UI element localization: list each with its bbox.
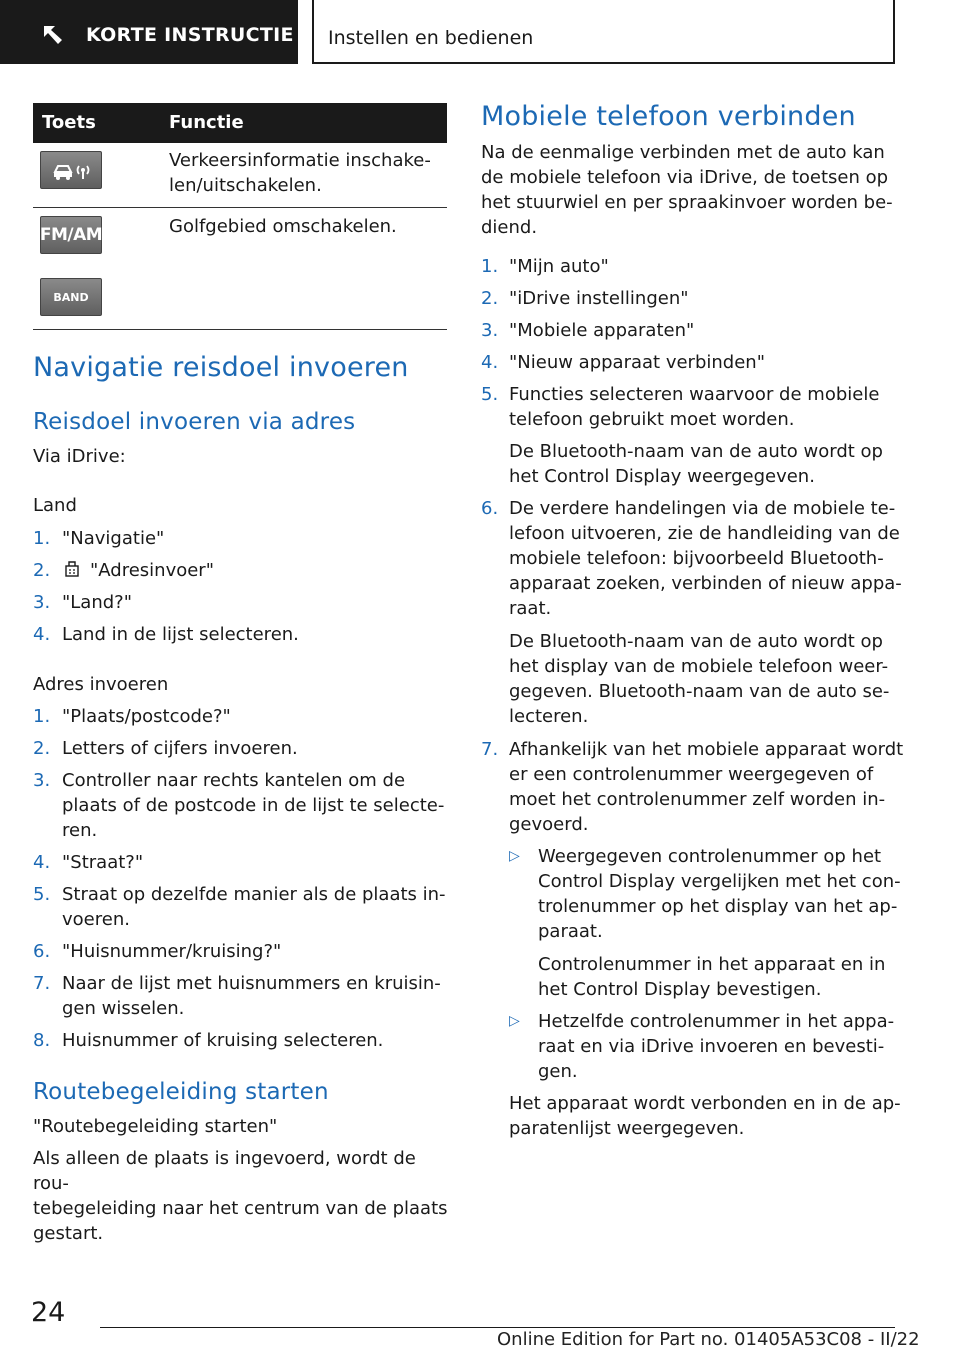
traffic-info-key xyxy=(40,151,102,189)
table-row-divider xyxy=(33,207,447,208)
col-function: Functie xyxy=(169,112,244,133)
address-heading: Reisdoel invoeren via adres xyxy=(33,409,356,435)
nav-heading: Navigatie reisdoel invoeren xyxy=(33,352,409,383)
chapter-title: Instellen en bedienen xyxy=(328,27,534,49)
step5-note: De Bluetooth-naam van de auto wordt op het Control Display weergegeven. xyxy=(509,441,883,487)
step6-note: De Bluetooth-naam van de auto wordt op het display van de mobiele telefoon weer- gegeven. Bluetooth-naam van de auto se- lecteren. xyxy=(509,631,890,727)
via-idrive: Via iDrive: xyxy=(33,446,126,467)
fm-am-key: FM/AM xyxy=(40,216,102,254)
section-title: KORTE INSTRUCTIE xyxy=(86,24,294,46)
table-bottom-rule xyxy=(33,329,447,330)
route-para: Als alleen de plaats is ingevoerd, wordt de rou- tebegeleiding naar het centrum van de plaats gestart. xyxy=(33,1148,448,1244)
bullet1-note: Controlenummer in het apparaat en in het Control Display bevestigen. xyxy=(538,954,886,1000)
triangle-bullet-icon: ▷ xyxy=(509,1013,520,1029)
section-tab xyxy=(0,0,298,64)
phone-intro: Na de eenmalige verbinden met de auto kan de mobiele telefoon via iDrive, de toetsen op het stuurwiel en per spraakinvoer worden be- diend. xyxy=(481,142,893,238)
chapter-tab xyxy=(312,0,895,64)
col-key: Toets xyxy=(42,112,96,133)
table-header xyxy=(33,103,447,143)
traffic-info-icon xyxy=(49,158,93,182)
row2-function: Golfgebied omschakelen. xyxy=(169,216,397,237)
row1-function: Verkeersinformatie inschake- len/uitschakelen. xyxy=(169,150,431,196)
route-line: "Routebegeleiding starten" xyxy=(33,1116,278,1137)
phone-outro: Het apparaat wordt verbonden en in de ap- paratenlijst weergegeven. xyxy=(509,1093,901,1139)
page-number: 24 xyxy=(31,1297,66,1328)
land-title: Land xyxy=(33,495,77,516)
address-input-icon xyxy=(62,559,82,579)
footer-edition: Online Edition for Part no. 01405A53C08 - II/22 xyxy=(497,1329,920,1350)
adres-title: Adres invoeren xyxy=(33,674,169,695)
phone-heading: Mobiele telefoon verbinden xyxy=(481,101,856,132)
route-heading: Routebegeleiding starten xyxy=(33,1079,329,1105)
quick-guide-arrow-icon xyxy=(40,22,66,48)
triangle-bullet-icon: ▷ xyxy=(509,848,520,864)
band-key: BAND xyxy=(40,278,102,316)
